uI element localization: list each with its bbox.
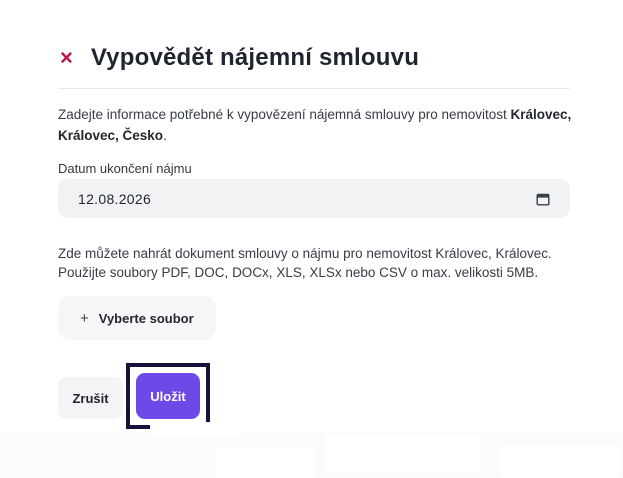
cancel-button[interactable]: Zrušit [58, 377, 123, 419]
date-field-label: Datum ukončení nájmu [58, 161, 192, 176]
plus-icon: + [80, 309, 89, 327]
modal-header [58, 44, 570, 72]
save-button[interactable]: Uložit [136, 373, 200, 419]
background-ghost-strip [0, 432, 623, 478]
select-file-button[interactable] [58, 296, 216, 340]
modal-title: Vypovědět nájemní smlouvu [90, 44, 420, 71]
upload-description: Zde můžete nahrát dokument smlouvy o nájmu pro nemovitost Královec, Královec. Použijte soubory PDF, DOC, DOCx, XLS, XLSx nebo CSV o max. velikosti 5MB. [58, 246, 552, 280]
header-divider [58, 88, 570, 89]
background-ghost [150, 422, 240, 436]
date-input[interactable] [58, 179, 570, 218]
select-file-label: Vyberte soubor [98, 310, 194, 326]
intro-text-normal: Zadejte informace potřebné k vypovězení nájemná smlouvy pro nemovitost [58, 107, 511, 122]
background-ghost [325, 434, 480, 474]
intro-text [58, 104, 572, 146]
intro-text-period: . [163, 128, 167, 143]
date-value: 12.08.2026 [78, 190, 152, 207]
background-ghost [215, 448, 315, 478]
property-name: Královec, Královec, Česko [58, 107, 572, 143]
background-ghost [500, 446, 620, 478]
close-icon[interactable]: × [60, 45, 73, 70]
calendar-icon[interactable] [536, 192, 550, 206]
save-button-highlight [126, 363, 210, 429]
